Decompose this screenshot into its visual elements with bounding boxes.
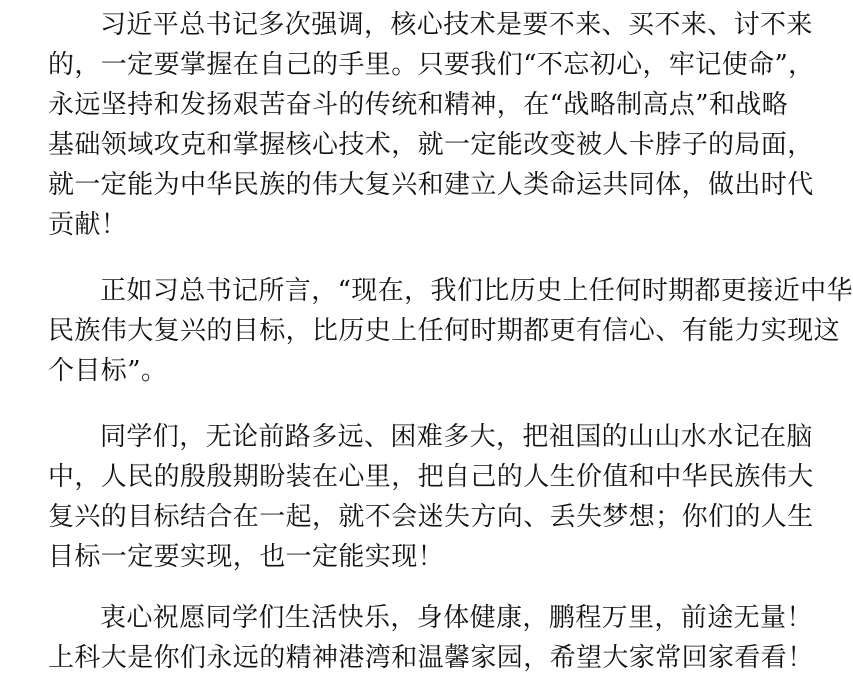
paragraph-line: 中，人民的殷殷期盼装在心里，把自己的人生价值和中华民族伟大 bbox=[48, 462, 814, 492]
paragraph-line: 基础领域攻克和掌握核心技术，就一定能改变被人卡脖子的局面， bbox=[48, 130, 814, 160]
paragraph-1 bbox=[48, 5, 815, 245]
paragraph-2 bbox=[48, 271, 853, 391]
paragraph-line: 衷心祝愿同学们生活快乐，身体健康，鹏程万里，前途无量！ bbox=[100, 603, 813, 633]
paragraph-4 bbox=[48, 598, 814, 678]
paragraph-line: 正如习总书记所言，“现在，我们比历史上任何时期都更接近中华 bbox=[100, 276, 853, 306]
paragraph-line: 上科大是你们永远的精神港湾和温馨家园，希望大家常回家看看！ bbox=[48, 643, 814, 673]
paragraph-line: 习近平总书记多次强调，核心技术是要不来、买不来、讨不来 bbox=[100, 10, 813, 40]
paragraph-line: 民族伟大复兴的目标，比历史上任何时期都更有信心、有能力实现这 bbox=[48, 316, 841, 346]
paragraph-line: 贡献！ bbox=[48, 210, 128, 240]
paragraph-line: 的，一定要掌握在自己的手里。只要我们“不忘初心，牢记使命”， bbox=[48, 50, 815, 80]
paragraph-line: 个目标”。 bbox=[48, 356, 168, 386]
paragraph-line: 就一定能为中华民族的伟大复兴和建立人类命运共同体，做出时代 bbox=[48, 170, 814, 200]
paragraph-line: 永远坚持和发扬艰苦奋斗的传统和精神，在“战略制高点”和战略 bbox=[48, 90, 789, 120]
paragraph-line: 目标一定要实现，也一定能实现！ bbox=[48, 542, 445, 572]
paragraph-line: 同学们，无论前路多远、困难多大，把祖国的山山水水记在脑 bbox=[100, 422, 813, 452]
paragraph-line: 复兴的目标结合在一起，就不会迷失方向、丢失梦想；你们的人生 bbox=[48, 502, 814, 532]
paragraph-3 bbox=[48, 417, 814, 577]
